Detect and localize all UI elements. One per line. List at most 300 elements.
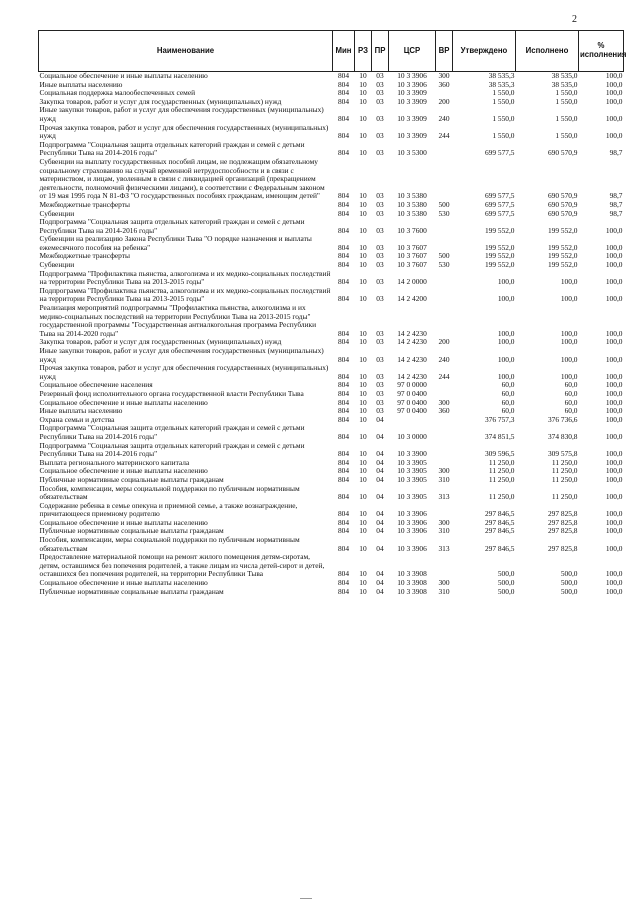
row-name: Публичные нормативные социальные выплаты гражданам — [39, 475, 224, 484]
row-min: 804 — [337, 398, 350, 407]
row-approved: 297 846,5 — [484, 518, 515, 527]
row-csr: 10 3 5380 — [397, 191, 427, 201]
row-name: Субвенции на реализацию Закона Республики Тыва "О порядке назначения и выплаты ежемесячного пособия на ребенка" — [39, 235, 312, 252]
row-percent: 100,0 — [605, 225, 623, 235]
row-pr: 04 — [376, 543, 384, 553]
row-vr: 240 — [438, 113, 450, 123]
row-min: 804 — [337, 569, 350, 579]
row-csr: 14 2 4200 — [397, 294, 427, 304]
row-executed: 11 250,0 — [551, 475, 578, 484]
row-name: Прочая закупка товаров, работ и услуг для обеспечения государственных (муниципальных) нужд — [39, 123, 329, 141]
row-vr: 244 — [438, 371, 450, 381]
row-name: Пособия, компенсации, меры социальной поддержки по публичным нормативным обязательствам — [39, 484, 300, 502]
row-rz: 10 — [359, 338, 367, 347]
row-vr — [436, 304, 453, 338]
row-approved: 699 577,5 — [484, 191, 515, 201]
row-min: 804 — [337, 389, 350, 398]
row-approved: 38 535,3 — [488, 80, 515, 89]
row-rz: 10 — [359, 80, 367, 89]
row-executed: 297 825,8 — [547, 543, 578, 553]
row-approved: 500,0 — [497, 579, 515, 588]
header-min: Мин — [333, 31, 355, 72]
row-vr — [436, 287, 453, 304]
row-min: 804 — [337, 475, 350, 484]
row-executed: 60,0 — [564, 398, 578, 407]
row-rz: 10 — [359, 200, 367, 209]
row-pr: 04 — [376, 509, 384, 519]
row-csr: 10 3 3906 — [397, 543, 427, 553]
row-approved: 199 552,0 — [484, 242, 515, 252]
table-row — [39, 399, 624, 408]
row-rz: 10 — [359, 225, 367, 235]
header-csr: ЦСР — [389, 31, 436, 72]
row-vr: 310 — [438, 475, 450, 484]
row-csr: 10 3 3909 — [397, 89, 427, 98]
row-pr: 04 — [376, 449, 384, 459]
row-pr: 03 — [376, 407, 384, 416]
row-name: Охрана семьи и детства — [39, 415, 115, 424]
table-row — [39, 519, 624, 528]
row-name: Подпрограмма "Социальная защита отдельных категорий граждан и семей с детьми Республики Тыва на 2014-2016 годы" — [39, 441, 305, 459]
row-name: Социальная поддержка малообеспеченных семей — [39, 89, 196, 98]
row-vr — [436, 158, 453, 201]
row-csr: 10 3 5380 — [397, 209, 427, 218]
row-csr: 97 0 0400 — [397, 407, 427, 416]
row-min: 804 — [337, 509, 350, 519]
row-csr: 10 3 3900 — [397, 449, 427, 459]
row-rz: 10 — [359, 354, 367, 364]
row-vr: 500 — [438, 252, 450, 261]
row-percent: 100,0 — [605, 277, 623, 287]
row-csr: 10 3 7600 — [397, 225, 427, 235]
row-approved: 374 851,5 — [484, 431, 515, 441]
table-row — [39, 81, 624, 90]
row-min: 804 — [337, 338, 350, 347]
row-executed: 11 250,0 — [551, 492, 578, 502]
row-percent: 100,0 — [605, 475, 623, 484]
row-csr — [389, 416, 436, 425]
row-executed: 199 552,0 — [547, 225, 578, 235]
row-vr: 500 — [438, 200, 450, 209]
row-min: 804 — [337, 579, 350, 588]
table-row — [39, 459, 624, 468]
row-percent: 100,0 — [605, 509, 623, 519]
table-row — [39, 218, 624, 235]
row-csr: 10 3 5300 — [397, 148, 427, 158]
row-executed: 374 830,8 — [547, 431, 578, 441]
row-rz: 10 — [359, 191, 367, 201]
row-pr: 03 — [376, 200, 384, 209]
row-pr: 03 — [376, 328, 384, 338]
row-pr: 03 — [376, 97, 384, 106]
row-name: Социальное обеспечение и иные выплаты населению — [39, 467, 208, 476]
row-executed: 690 570,9 — [547, 148, 578, 158]
row-name: Иные закупки товаров, работ и услуг для обеспечения государственных (муниципальных) нужд — [39, 106, 324, 123]
row-csr: 10 3 7607 — [397, 242, 427, 252]
row-csr: 14 2 4230 — [397, 354, 427, 364]
table-row — [39, 485, 624, 502]
row-vr: 360 — [438, 80, 450, 89]
row-csr: 14 2 4230 — [397, 328, 427, 338]
row-min: 804 — [337, 587, 350, 596]
row-rz: 10 — [359, 97, 367, 106]
row-vr: 200 — [438, 338, 450, 347]
row-csr: 97 0 0400 — [397, 389, 427, 398]
row-rz: 10 — [359, 431, 367, 441]
row-percent: 100,0 — [605, 354, 623, 364]
row-vr — [436, 442, 453, 459]
row-name: Подпрограмма "Социальная защита отдельных категорий граждан и семей с детьми Республики Тыва на 2014-2016 годы" — [39, 140, 305, 158]
row-rz: 10 — [359, 209, 367, 218]
row-executed: 1 550,0 — [555, 89, 578, 98]
table-row — [39, 106, 624, 123]
row-min: 804 — [337, 449, 350, 459]
row-name: Социальное обеспечение и иные выплаты населению — [39, 398, 208, 407]
table-row — [39, 141, 624, 158]
budget-table — [38, 30, 627, 596]
row-min: 804 — [337, 80, 350, 89]
row-name: Социальное обеспечение и иные выплаты населению — [39, 518, 208, 527]
row-vr: 313 — [438, 492, 450, 502]
table-row — [39, 476, 624, 485]
row-executed: 199 552,0 — [547, 252, 578, 261]
row-percent: 100,0 — [605, 242, 623, 252]
row-csr: 10 3 7607 — [397, 252, 427, 261]
row-min: 804 — [337, 252, 350, 261]
row-rz: 10 — [359, 113, 367, 123]
row-min: 804 — [337, 97, 350, 106]
row-approved: 297 846,5 — [484, 509, 515, 519]
row-name: Подпрограмма "Социальная защита отдельных категорий граждан и семей с детьми Республики Тыва на 2014-2016 годы" — [39, 424, 305, 441]
row-min: 804 — [337, 371, 350, 381]
row-pr: 03 — [376, 398, 384, 407]
row-pr: 03 — [376, 131, 384, 141]
row-executed: 199 552,0 — [547, 242, 578, 252]
row-percent: 100,0 — [605, 543, 623, 553]
row-rz: 10 — [359, 294, 367, 304]
row-vr — [436, 141, 453, 158]
row-min: 804 — [337, 431, 350, 441]
row-min: 804 — [337, 328, 350, 338]
row-min: 804 — [337, 543, 350, 553]
row-name: Социальное обеспечение и иные выплаты населению — [39, 71, 208, 80]
row-percent: 100,0 — [605, 458, 623, 467]
row-vr: 530 — [438, 261, 450, 270]
row-pr: 04 — [376, 431, 384, 441]
page-number: 2 — [572, 14, 577, 25]
row-executed: 1 550,0 — [555, 97, 578, 106]
table-row — [39, 89, 624, 98]
row-approved: 699 577,5 — [484, 209, 515, 218]
row-percent: 100,0 — [605, 518, 623, 527]
header-name: Наименование — [39, 31, 333, 72]
row-name: Социальное обеспечение и иные выплаты населению — [39, 579, 208, 588]
row-executed: 100,0 — [560, 294, 578, 304]
row-executed: 1 550,0 — [555, 131, 578, 141]
table-row — [39, 442, 624, 459]
row-min: 804 — [337, 458, 350, 467]
row-percent: 100,0 — [605, 97, 623, 106]
row-rz: 10 — [359, 242, 367, 252]
row-min: 804 — [337, 277, 350, 287]
row-pr: 03 — [376, 294, 384, 304]
row-pr: 04 — [376, 492, 384, 502]
table-row — [39, 527, 624, 536]
row-approved: 376 757,3 — [484, 415, 515, 424]
row-rz: 10 — [359, 475, 367, 484]
row-pr: 03 — [376, 354, 384, 364]
header-rz: РЗ — [355, 31, 372, 72]
row-min: 804 — [337, 200, 350, 209]
row-approved: 60,0 — [501, 381, 515, 390]
row-pr: 03 — [376, 80, 384, 89]
row-name: Иные выплаты населению — [39, 407, 123, 416]
row-percent: 100,0 — [605, 131, 623, 141]
row-name: Межбюджетные трансферты — [39, 252, 130, 261]
row-min: 804 — [337, 191, 350, 201]
table-row — [39, 304, 624, 338]
row-csr: 10 3 3906 — [397, 71, 427, 80]
row-executed: 100,0 — [560, 354, 578, 364]
row-pr: 04 — [376, 527, 384, 536]
row-approved: 500,0 — [497, 587, 515, 596]
row-name: Публичные нормативные социальные выплаты гражданам — [39, 527, 224, 536]
header-percent: % исполнения — [579, 31, 624, 72]
row-percent: 100,0 — [605, 579, 623, 588]
row-approved: 199 552,0 — [484, 225, 515, 235]
row-percent: 100,0 — [605, 80, 623, 89]
table-row — [39, 210, 624, 219]
row-pr: 04 — [376, 569, 384, 579]
row-vr: 200 — [438, 97, 450, 106]
row-pr: 04 — [376, 415, 384, 424]
row-rz: 10 — [359, 458, 367, 467]
row-pr: 03 — [376, 89, 384, 98]
row-min: 804 — [337, 354, 350, 364]
row-rz: 10 — [359, 587, 367, 596]
row-csr: 10 3 3906 — [397, 509, 427, 519]
row-rz: 10 — [359, 71, 367, 80]
row-name: Закупка товаров, работ и услуг для государственных (муниципальных) нужд — [39, 338, 282, 347]
row-pr: 04 — [376, 518, 384, 527]
row-approved: 297 846,5 — [484, 527, 515, 536]
row-name: Реализация мероприятий подпрограммы "Профилактика пьянства, алкоголизма и их медико-социальных последствий на территории Республики Тыва на 2013-2015 годы" государственной программы "Государственная антиалкогольная программа Республики Тыва на 2014-2020 годы" — [39, 304, 317, 338]
row-vr — [436, 553, 453, 579]
table-row — [39, 467, 624, 476]
row-name: Публичные нормативные социальные выплаты гражданам — [39, 587, 224, 596]
row-percent: 100,0 — [605, 389, 623, 398]
row-executed: 38 535,0 — [551, 71, 578, 80]
row-pr: 04 — [376, 458, 384, 467]
row-percent: 100,0 — [605, 89, 623, 98]
row-name: Межбюджетные трансферты — [39, 200, 130, 209]
row-rz: 10 — [359, 381, 367, 390]
row-csr: 10 3 3905 — [397, 467, 427, 476]
table-row — [39, 72, 624, 81]
row-executed: 297 825,8 — [547, 509, 578, 519]
row-approved: 699 577,5 — [484, 148, 515, 158]
row-executed: 500,0 — [560, 579, 578, 588]
row-rz: 10 — [359, 569, 367, 579]
table-row — [39, 536, 624, 553]
row-csr: 14 2 0000 — [397, 277, 427, 287]
table-row — [39, 390, 624, 399]
row-name: Подпрограмма "Профилактика пьянства, алкоголизма и их медико-социальных последствий на территории Республики Тыва на 2013-2015 годы" — [39, 286, 331, 304]
row-vr: 300 — [438, 579, 450, 588]
row-name: Субвенции — [39, 261, 75, 270]
row-percent: 100,0 — [605, 492, 623, 502]
row-pr: 03 — [376, 242, 384, 252]
row-min: 804 — [337, 71, 350, 80]
row-pr: 03 — [376, 277, 384, 287]
row-percent: 100,0 — [605, 252, 623, 261]
row-csr: 10 3 5380 — [397, 200, 427, 209]
table-row — [39, 124, 624, 141]
row-approved: 199 552,0 — [484, 252, 515, 261]
row-vr: 360 — [438, 407, 450, 416]
row-rz: 10 — [359, 252, 367, 261]
row-rz: 10 — [359, 328, 367, 338]
row-vr — [436, 381, 453, 390]
row-percent: 98,7 — [609, 209, 623, 218]
footer-mark — [300, 898, 312, 899]
row-approved: 11 250,0 — [488, 458, 515, 467]
table-row — [39, 270, 624, 287]
row-rz: 10 — [359, 518, 367, 527]
row-pr: 03 — [376, 338, 384, 347]
row-csr: 10 3 3908 — [397, 569, 427, 579]
row-pr: 03 — [376, 71, 384, 80]
row-name: Содержание ребенка в семье опекуна и приемной семье, а также вознаграждение, причитающееся приемному родителю — [39, 501, 298, 519]
row-percent: 100,0 — [605, 527, 623, 536]
row-csr: 14 2 4230 — [397, 338, 427, 347]
row-executed: 60,0 — [564, 407, 578, 416]
row-percent: 100,0 — [605, 431, 623, 441]
row-vr: 244 — [438, 131, 450, 141]
row-name: Подпрограмма "Профилактика пьянства, алкоголизма и их медико-социальных последствий на территории Республики Тыва на 2013-2015 годы" — [39, 269, 331, 287]
row-name: Иные выплаты населению — [39, 80, 123, 89]
row-percent: 100,0 — [605, 338, 623, 347]
row-rz: 10 — [359, 89, 367, 98]
row-csr: 10 3 0000 — [397, 431, 427, 441]
row-approved: 60,0 — [501, 398, 515, 407]
row-executed: 100,0 — [560, 277, 578, 287]
row-rz: 10 — [359, 543, 367, 553]
row-executed: 500,0 — [560, 587, 578, 596]
row-approved: 100,0 — [497, 328, 515, 338]
row-executed: 690 570,9 — [547, 209, 578, 218]
row-name: Субвенции на выплату государственных пособий лицам, не подлежащим обязательному социальному страхованию на случай временной нетрудоспособности и в связи с материнством, и лицам, уволенным в связи с ликвидацией организаций (прекращением деятельности, полномочий физическими лицами), в соответствии с Федеральным законом от 19 мая 1995 года N 81-ФЗ "О государственных пособиях гражданам, имеющим детей" — [39, 157, 325, 201]
row-approved: 60,0 — [501, 407, 515, 416]
row-pr: 04 — [376, 475, 384, 484]
row-rz: 10 — [359, 398, 367, 407]
row-approved: 1 550,0 — [492, 97, 515, 106]
row-min: 804 — [337, 518, 350, 527]
row-min: 804 — [337, 492, 350, 502]
row-approved: 100,0 — [497, 277, 515, 287]
row-vr: 240 — [438, 354, 450, 364]
row-percent: 98,7 — [609, 148, 623, 158]
row-vr: 310 — [438, 527, 450, 536]
row-name: Закупка товаров, работ и услуг для государственных (муниципальных) нужд — [39, 97, 282, 106]
row-percent: 100,0 — [605, 467, 623, 476]
row-rz: 10 — [359, 277, 367, 287]
row-vr: 530 — [438, 209, 450, 218]
table-row — [39, 553, 624, 579]
row-min: 804 — [337, 89, 350, 98]
row-name: Резервный фонд исполнительного органа государственной власти Республики Тыва — [39, 389, 304, 398]
table-header-row — [39, 31, 624, 72]
row-approved: 100,0 — [497, 354, 515, 364]
row-name: Выплата регионального материнского капитала — [39, 458, 190, 467]
row-pr: 03 — [376, 209, 384, 218]
row-csr: 14 2 4230 — [397, 371, 427, 381]
row-pr: 04 — [376, 579, 384, 588]
row-csr: 10 3 3908 — [397, 579, 427, 588]
row-min: 804 — [337, 294, 350, 304]
row-approved: 500,0 — [497, 569, 515, 579]
table-row — [39, 201, 624, 210]
row-vr — [436, 218, 453, 235]
row-csr: 10 3 7607 — [397, 261, 427, 270]
row-executed: 199 552,0 — [547, 261, 578, 270]
row-percent: 100,0 — [605, 407, 623, 416]
row-csr: 10 3 3905 — [397, 475, 427, 484]
row-name: Иные закупки товаров, работ и услуг для обеспечения государственных (муниципальных) нужд — [39, 347, 324, 364]
row-name: Социальное обеспечение населения — [39, 381, 153, 390]
row-vr — [436, 424, 453, 441]
row-name: Прочая закупка товаров, работ и услуг для обеспечения государственных (муниципальных) нужд — [39, 364, 329, 381]
row-percent: 100,0 — [605, 569, 623, 579]
row-pr: 03 — [376, 148, 384, 158]
row-percent: 100,0 — [605, 587, 623, 596]
row-vr — [436, 390, 453, 399]
row-executed: 100,0 — [560, 338, 578, 347]
row-csr: 10 3 3905 — [397, 492, 427, 502]
row-executed: 500,0 — [560, 569, 578, 579]
row-vr — [436, 89, 453, 98]
row-vr — [436, 502, 453, 519]
row-rz: 10 — [359, 509, 367, 519]
row-vr: 300 — [438, 467, 450, 476]
table-row — [39, 287, 624, 304]
table-row — [39, 347, 624, 364]
row-executed: 309 575,8 — [547, 449, 578, 459]
row-pr: 03 — [376, 113, 384, 123]
row-vr: 310 — [438, 587, 450, 596]
row-rz: 10 — [359, 579, 367, 588]
row-vr: 300 — [438, 398, 450, 407]
row-percent: 98,7 — [609, 200, 623, 209]
table-body — [39, 72, 624, 597]
table-row — [39, 364, 624, 381]
row-pr: 03 — [376, 261, 384, 270]
row-pr: 03 — [376, 191, 384, 201]
header-vr: ВР — [436, 31, 453, 72]
row-vr: 300 — [438, 518, 450, 527]
row-pr: 03 — [376, 371, 384, 381]
row-pr: 03 — [376, 389, 384, 398]
row-rz: 10 — [359, 415, 367, 424]
header-approved: Утверждено — [453, 31, 516, 72]
table-row — [39, 588, 624, 597]
row-vr — [436, 459, 453, 468]
row-approved: 100,0 — [497, 338, 515, 347]
row-approved: 100,0 — [497, 294, 515, 304]
row-rz: 10 — [359, 148, 367, 158]
row-name: Субвенции — [39, 209, 75, 218]
row-csr: 10 3 3909 — [397, 113, 427, 123]
